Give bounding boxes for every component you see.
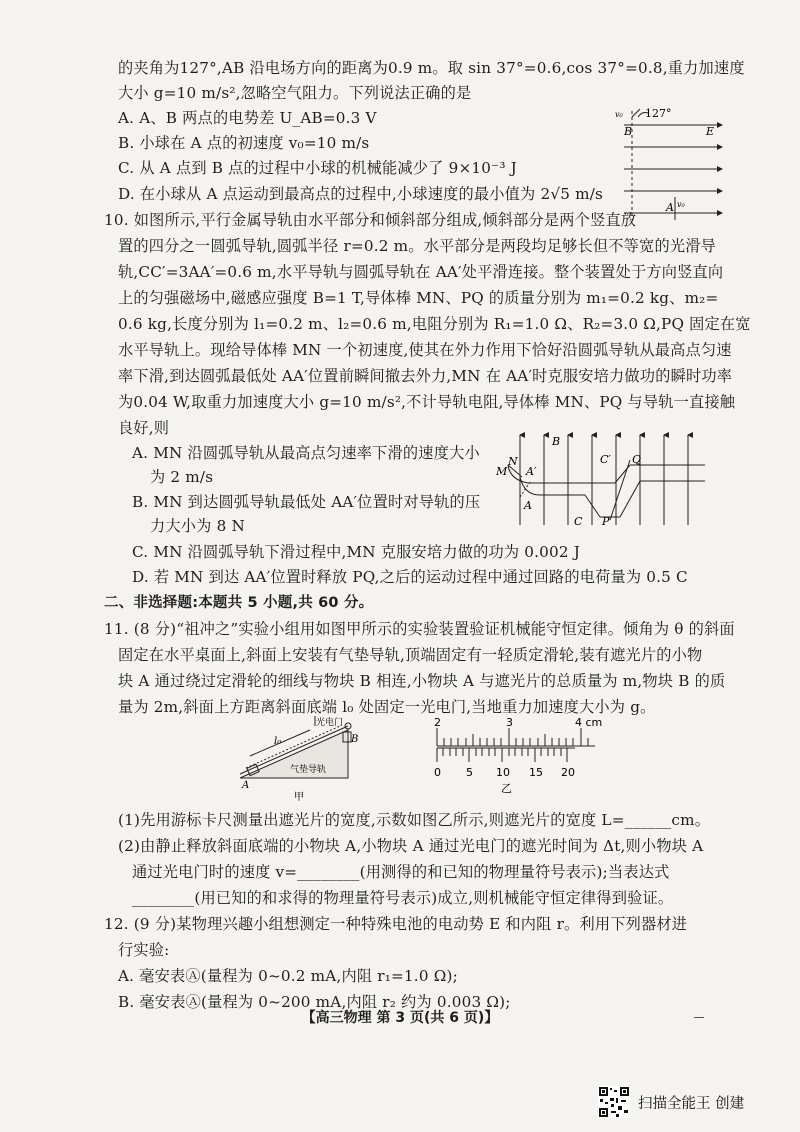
question-11-stem: 11. (8 分)“祖冲之”实验小组用如图甲所示的实验装置验证机械能守恒定律。倾角为 θ 的斜面 [104, 620, 735, 638]
text-line: 0.6 kg,长度分别为 l₁=0.2 m、l₂=0.6 m,电阻分别为 R₁=1.0 Ω、R₂=3.0 Ω,PQ 固定在宽 [118, 315, 751, 333]
question-10-stem: 10. 如图所示,平行金属导轨由水平部分和倾斜部分组成,倾斜部分是两个竖直放 [104, 211, 637, 229]
v0-label: v₀ [677, 200, 685, 209]
option-c: C. MN 沿圆弧导轨下滑过程中,MN 克服安培力做的功为 0.002 J [132, 543, 581, 561]
label-p: P [602, 515, 610, 528]
text-line: 固定在水平桌面上,斜面上安装有气垫导轨,顶端固定有一轻质定滑轮,装有遮光片的小物 [118, 646, 703, 664]
label-n: N [508, 455, 518, 468]
section-heading: 二、非选择题:本题共 5 小题,共 60 分。 [104, 595, 374, 611]
field-diagram [610, 105, 730, 223]
text-line: 为0.04 W,取重力加速度大小 g=10 m/s²,不计导轨电阻,导体棒 MN、PQ 与导轨一直接触 [118, 393, 736, 411]
watermark-text: 扫描全能王 创建 [638, 1095, 745, 1112]
vernier-caliper-diagram [425, 716, 605, 798]
field-b-label: B [552, 435, 561, 448]
footer-dash [694, 1017, 704, 1018]
vernier-scale-5: 5 [466, 766, 473, 779]
text-line: ________(用已知的和求得的物理量符号表示)成立,则机械能守恒定律得到验证。 [132, 889, 674, 907]
text-line: 轨,CC′=3AA′=0.6 m,水平导轨与圆弧导轨在 AA′处平滑连接。整个装置处于方向竖直向 [118, 263, 724, 281]
option-b: B. MN 到达圆弧导轨最低处 AA′位置时对导轨的压 [132, 493, 481, 511]
text-line: 的夹角为127°,AB 沿电场方向的距离为0.9 m。取 sin 37°=0.6,cos 37°=0.8,重力加速度 [118, 59, 745, 77]
label-a-prime: A′ [526, 465, 537, 478]
scanner-watermark [598, 1083, 798, 1121]
option-d: D. 若 MN 到达 AA′位置时释放 PQ,之后的运动过程中通过回路的电荷量为 0.5 C [132, 568, 688, 586]
page-footer: 【高三物理 第 3 页(共 6 页)】 [301, 1010, 499, 1026]
option-b: B. 小球在 A 点的初速度 v₀=10 m/s [118, 134, 370, 152]
qr-code-icon [598, 1086, 630, 1118]
point-b-label: B [624, 125, 633, 138]
option-a: A. MN 沿圆弧导轨从最高点匀速率下滑的速度大小 [132, 444, 480, 462]
v0-label: v₀ [615, 110, 623, 119]
text-line: 上的匀强磁场中,磁感应强度 B=1 T,导体棒 MN、PQ 的质量分别为 m₁=0.2 kg、m₂= [118, 289, 719, 307]
question-12-stem: 12. (9 分)某物理兴趣小组想测定一种特殊电池的电动势 E 和内阻 r。利用下列器材进 [104, 915, 688, 933]
point-a-label: A [666, 201, 674, 214]
text-line: 大小 g=10 m/s²,忽略空气阻力。下列说法正确的是 [118, 84, 472, 102]
main-scale-4: 4 cm [575, 716, 603, 729]
text-line: 行实验: [118, 941, 170, 959]
text-line: 块 A 通过绕过定滑轮的细线与物块 B 相连,小物块 A 与遮光片的总质量为 m,物块 B 的质 [118, 672, 726, 690]
text-line: 通过光电门时的速度 v=________(用测得的和已知的物理量符号表示);当表达式 [132, 863, 670, 881]
vernier-scale-20: 20 [561, 766, 575, 779]
photogate-label: 光电门 [316, 718, 344, 728]
angle-label: 127° [645, 107, 672, 120]
vernier-scale-15: 15 [529, 766, 543, 779]
figure-caption-yi: 乙 [501, 782, 512, 795]
text-line: 良好,则 [118, 419, 170, 437]
main-scale-3: 3 [506, 716, 513, 729]
main-scale-2: 2 [434, 716, 441, 729]
incline-apparatus-diagram [230, 716, 370, 806]
text-line: 置的四分之一圆弧导轨,圆弧半径 r=0.2 m。水平部分是两段均足够长但不等宽的光滑导 [118, 237, 716, 255]
label-q: Q [632, 453, 642, 466]
text-line: 量为 2m,斜面上方距离斜面底端 l₀ 处固定一光电门,当地重力加速度大小为 g。 [118, 698, 656, 716]
label-a: A [524, 499, 532, 512]
option-a: A. 毫安表Ⓐ(量程为 0~0.2 mA,内阻 r₁=1.0 Ω); [118, 967, 458, 985]
rail-diagram [480, 425, 715, 535]
sub-question-2: (2)由静止释放斜面底端的小物块 A,小物块 A 通过光电门的遮光时间为 Δt,则小物块 A [118, 837, 704, 855]
field-e-label: E [706, 125, 715, 138]
block-a-label: A [242, 780, 250, 791]
option-c: C. 从 A 点到 B 点的过程中小球的机械能减少了 9×10⁻³ J [118, 159, 517, 177]
label-c: C [574, 515, 583, 528]
text-line: 水平导轨上。现给导体棒 MN 一个初速度,使其在外力作用下恰好沿圆弧导轨从最高点匀速 [118, 341, 732, 359]
option-a-cont: 为 2 m/s [150, 468, 214, 486]
label-m: M [496, 465, 508, 478]
block-b-label: B [351, 734, 359, 745]
option-b-cont: 力大小为 8 N [150, 517, 245, 535]
l0-label: l₀ [274, 736, 282, 747]
label-c-prime: C′ [600, 453, 611, 466]
option-a: A. A、B 两点的电势差 U_AB=0.3 V [118, 109, 377, 127]
text-line: 率下滑,到达圆弧最低处 AA′位置前瞬间撤去外力,MN 在 AA′时克服安培力做功的瞬时功率 [118, 367, 733, 385]
air-track-label: 气垫导轨 [290, 765, 327, 775]
vernier-scale-10: 10 [496, 766, 510, 779]
option-b: B. 毫安表Ⓐ(量程为 0~200 mA,内阻 r₂ 约为 0.003 Ω); [118, 993, 511, 1011]
figure-caption-jia: 甲 [294, 792, 304, 803]
vernier-scale-0: 0 [434, 766, 441, 779]
sub-question-1: (1)先用游标卡尺测量出遮光片的宽度,示数如图乙所示,则遮光片的宽度 L=______cm。 [118, 811, 711, 829]
option-d: D. 在小球从 A 点运动到最高点的过程中,小球速度的最小值为 2√5 m/s [118, 185, 604, 203]
